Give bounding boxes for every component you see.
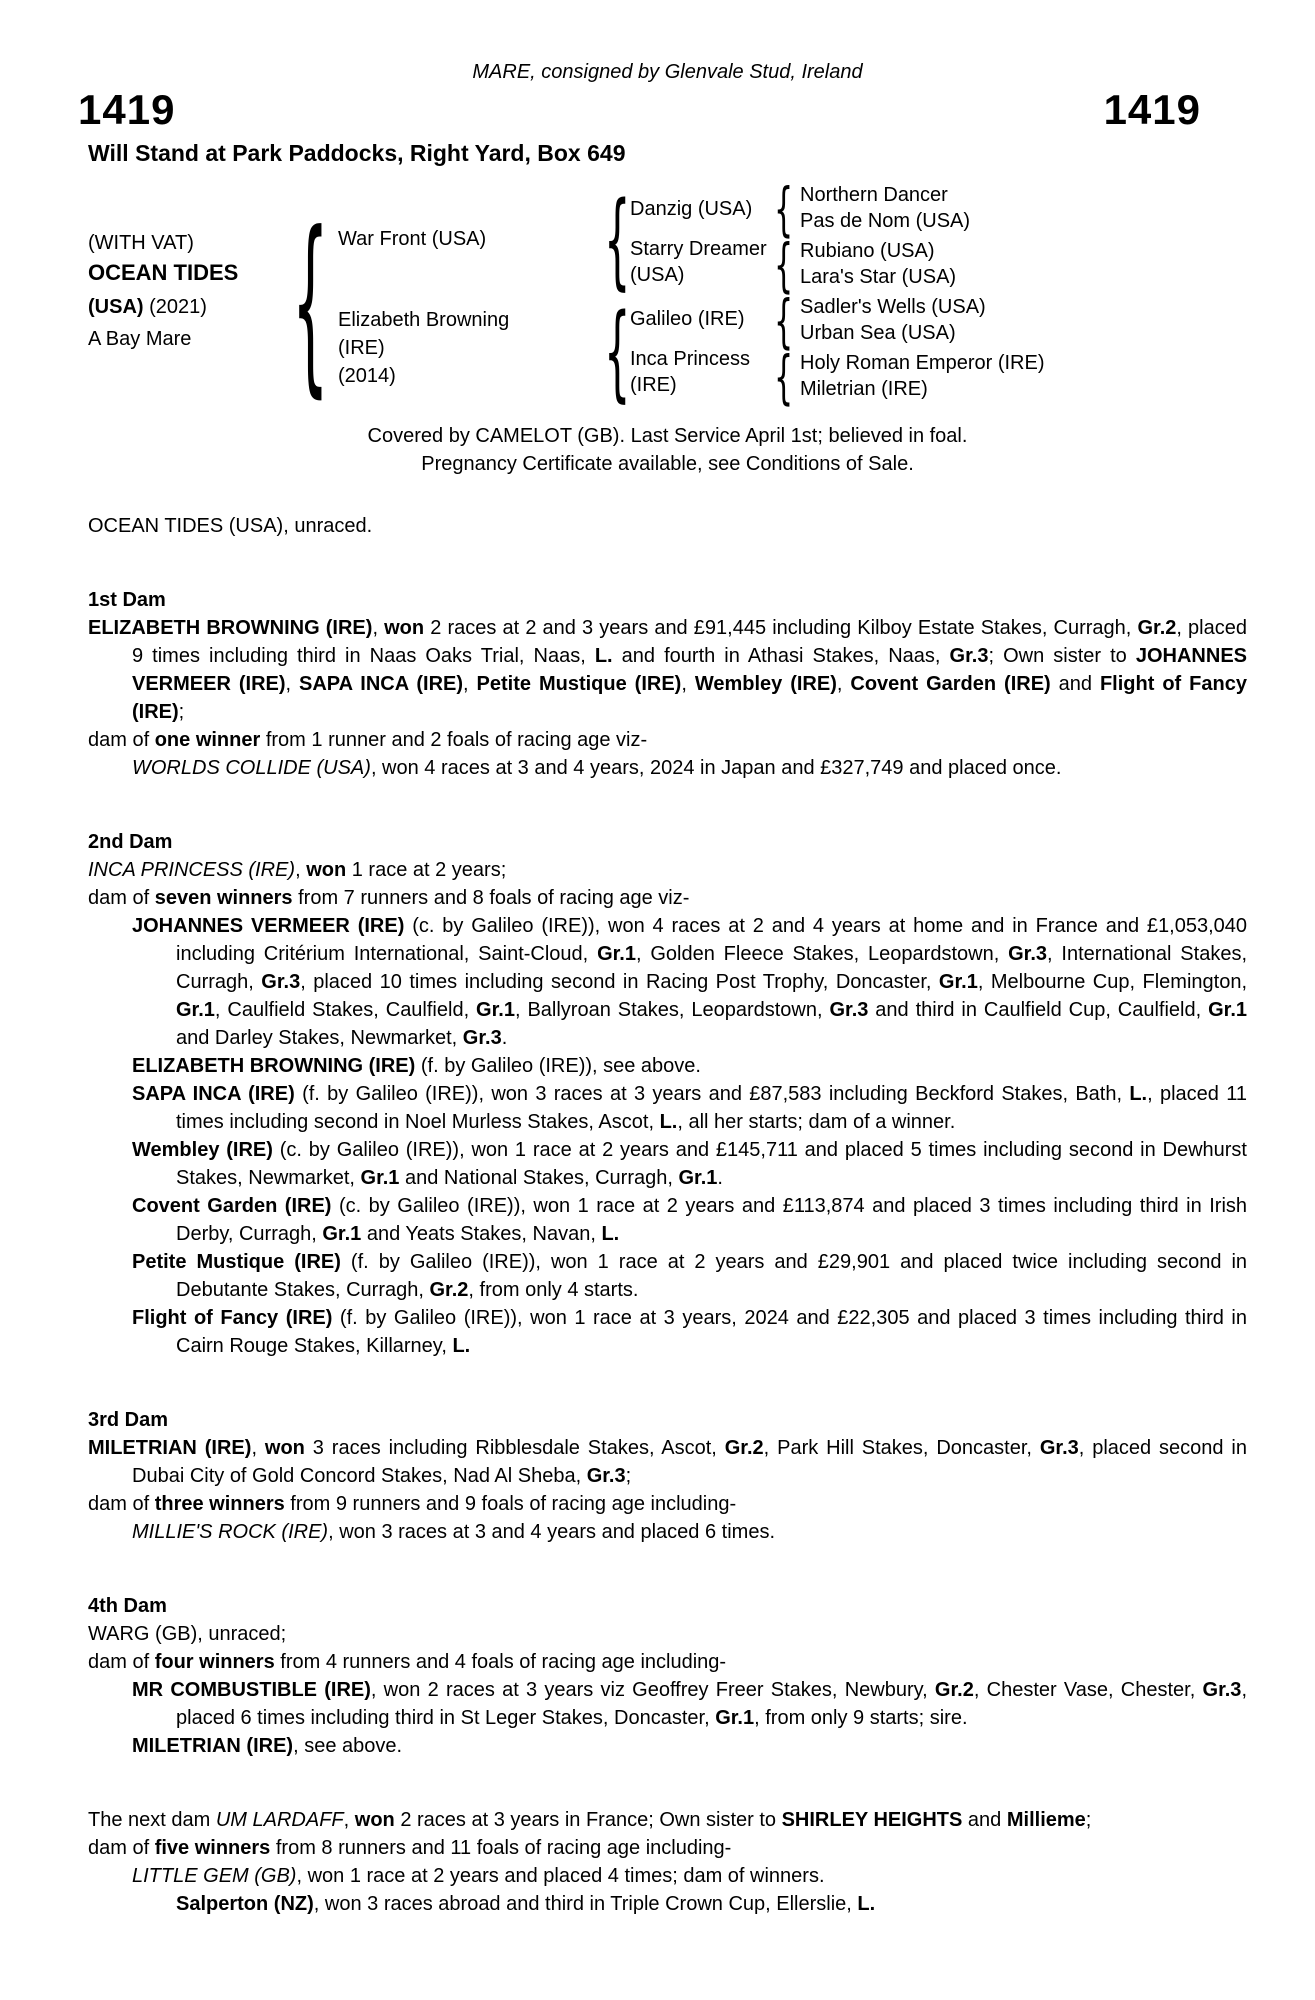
text-run: Salperton (NZ) xyxy=(176,1893,314,1915)
grandam-line: (USA) xyxy=(630,264,685,286)
text-run: Gr.3 xyxy=(261,971,301,993)
text-run: LITTLE GEM (GB) xyxy=(132,1865,297,1887)
text-run: dam of xyxy=(88,1651,155,1673)
text-run: Gr.2 xyxy=(934,1679,974,1701)
text-run: Gr.3 xyxy=(1008,943,1048,965)
text-run: and xyxy=(962,1809,1007,1831)
text-run: seven winners xyxy=(154,887,293,909)
text-run: JOHANNES VERMEER (IRE) xyxy=(132,645,1247,695)
ancestor-name: Pas de Nom (USA) xyxy=(800,210,971,232)
horse-name: OCEAN TIDES xyxy=(88,260,239,285)
catalog-paragraph xyxy=(88,884,1247,912)
catalog-paragraph xyxy=(88,1806,1247,1834)
catalog-paragraph xyxy=(132,1676,1247,1732)
text-run: , won 2 races at 3 years viz Geoffrey Freer Stakes, Newbury, xyxy=(370,1679,935,1701)
text-run: L. xyxy=(659,1111,678,1133)
text-run: won xyxy=(354,1809,395,1831)
text-run: , from only 4 starts. xyxy=(468,1279,639,1301)
grandam-line: Starry Dreamer xyxy=(630,238,767,260)
text-run: , xyxy=(836,673,851,695)
text-run: and National Stakes, Curragh, xyxy=(399,1167,679,1189)
text-run: , Park Hill Stakes, Doncaster, xyxy=(763,1437,1040,1459)
dam-year-line: (2014) xyxy=(338,365,396,387)
text-run: , International Stakes, Curragh, xyxy=(176,943,1247,993)
text-run: , xyxy=(295,859,307,881)
pedigree-brace: { xyxy=(774,175,794,243)
text-run: ; xyxy=(625,1465,632,1487)
text-run: L. xyxy=(601,1223,620,1245)
text-run: SAPA INCA (IRE) xyxy=(299,673,464,695)
pedigree-brace: { xyxy=(604,179,631,301)
dam-section xyxy=(88,828,1247,1360)
pedigree-table xyxy=(88,175,1247,415)
dam-heading: 3rd Dam xyxy=(88,1409,169,1431)
text-run: Millieme xyxy=(1006,1809,1086,1831)
text-run: Gr.1 xyxy=(715,1707,755,1729)
catalog-paragraph xyxy=(132,1248,1247,1304)
catalog-paragraph xyxy=(88,1834,1247,1862)
dam-section xyxy=(88,1806,1247,1918)
text-run: Gr.1 xyxy=(176,999,215,1021)
catalog-paragraph xyxy=(132,754,1247,782)
catalog-paragraph xyxy=(132,1732,1247,1760)
text-run: 2 races at 3 years in France; Own sister to xyxy=(394,1809,782,1831)
ancestor-name: Urban Sea (USA) xyxy=(800,322,956,344)
text-run: and Yeats Stakes, Navan, xyxy=(361,1223,602,1245)
text-run: from 4 runners and 4 foals of racing age including- xyxy=(274,1651,727,1673)
lot-number-right: 1419 xyxy=(1103,86,1201,133)
text-run: ; Own sister to xyxy=(988,645,1136,667)
text-run: , xyxy=(251,1437,265,1459)
catalog-paragraph xyxy=(88,726,1247,754)
text-run: (c. by Galileo (IRE)), won 4 races at 2 and 4 years at home and in France and £1,053,040 including Critérium International, Saint-Cloud, xyxy=(176,915,1248,965)
pedigree-brace: { xyxy=(774,231,794,299)
covering-line: Pregnancy Certificate available, see Conditions of Sale. xyxy=(421,453,914,475)
great-grandparents xyxy=(800,238,956,290)
text-run: (c. by Galileo (IRE)), won 1 race at 2 years and £145,711 and placed 5 times including second in Dewhurst Stakes, Newmarket, xyxy=(176,1139,1247,1189)
covering-line: Covered by CAMELOT (GB). Last Service April 1st; believed in foal. xyxy=(367,425,968,447)
text-run: Covent Garden (IRE) xyxy=(132,1195,332,1217)
text-run: , won 1 race at 2 years and placed 4 times; dam of winners. xyxy=(296,1865,825,1887)
lot-number-left: 1419 xyxy=(78,86,176,133)
text-run: Gr.1 xyxy=(597,943,636,965)
text-run: UM LARDAFF xyxy=(215,1809,344,1831)
dam-heading: 4th Dam xyxy=(88,1595,167,1617)
grandam xyxy=(630,346,750,398)
catalog-paragraph xyxy=(132,1304,1247,1360)
horse-foaling-year: (2021) xyxy=(149,296,207,318)
great-grandparents xyxy=(800,350,1045,402)
text-run: (f. by Galileo (IRE)), won 1 race at 2 years and £29,901 and placed twice including second in Debutante Stakes, Curragh, xyxy=(176,1251,1248,1301)
dam-section xyxy=(88,1592,1247,1760)
text-run: , all her starts; dam of a winner. xyxy=(677,1111,956,1133)
dam-heading: 1st Dam xyxy=(88,589,166,611)
text-run: . xyxy=(501,1027,508,1049)
catalog-paragraph xyxy=(132,1192,1247,1248)
text-run: , see above. xyxy=(293,1735,403,1757)
text-run: Petite Mustique (IRE) xyxy=(132,1251,341,1273)
horse-country-suffix: (USA) xyxy=(88,296,144,318)
dam-suffix-line: (IRE) xyxy=(338,337,385,359)
text-run: Gr.3 xyxy=(462,1027,502,1049)
text-run: Gr.3 xyxy=(829,999,869,1021)
ancestor-name: Northern Dancer xyxy=(800,184,948,206)
text-run: (f. by Galileo (IRE)), won 1 race at 3 years, 2024 and £22,305 and placed 3 times including third in Cairn Rouge Stakes, Killarney, xyxy=(176,1307,1247,1357)
text-run: , won 3 races abroad and third in Triple Crown Cup, Ellerslie, xyxy=(313,1893,858,1915)
text-run: dam of xyxy=(88,887,155,909)
text-run: from 7 runners and 8 foals of racing age viz- xyxy=(292,887,690,909)
text-run: , from only 9 starts; sire. xyxy=(754,1707,968,1729)
text-run: MILLIE'S ROCK (IRE) xyxy=(132,1521,329,1543)
grandsire: Danzig (USA) xyxy=(630,198,753,220)
text-run: , xyxy=(681,673,695,695)
text-run: Gr.1 xyxy=(360,1167,400,1189)
text-run: Gr.1 xyxy=(678,1167,718,1189)
text-run: MR COMBUSTIBLE (IRE) xyxy=(132,1679,371,1701)
catalog-paragraph xyxy=(88,1648,1247,1676)
text-run: 3 races including Ribblesdale Stakes, Ascot, xyxy=(304,1437,725,1459)
catalog-paragraph xyxy=(88,614,1247,726)
text-run: Gr.1 xyxy=(476,999,515,1021)
text-run: Gr.1 xyxy=(938,971,978,993)
text-run: , xyxy=(343,1809,355,1831)
text-run: (f. by Galileo (IRE)), won 3 races at 3 years and £87,583 including Beckford Stakes, Bath, xyxy=(294,1083,1130,1105)
covering-details xyxy=(88,422,1247,478)
horse-suffix-year xyxy=(88,294,207,320)
text-run: L. xyxy=(857,1893,876,1915)
catalog-paragraph xyxy=(176,1890,1247,1918)
text-run: INCA PRINCESS (IRE) xyxy=(88,859,296,881)
text-run: WORLDS COLLIDE (USA) xyxy=(132,757,371,779)
great-grandparents xyxy=(800,182,970,234)
catalog-paragraph xyxy=(132,1136,1247,1192)
text-run: and fourth in Athasi Stakes, Naas, xyxy=(612,645,950,667)
text-run: one winner xyxy=(154,729,261,751)
text-run: dam of xyxy=(88,1837,155,1859)
text-run: , Caulfield Stakes, Caulfield, xyxy=(214,999,477,1021)
text-run: , placed 11 times including second in Noel Murless Stakes, Ascot, xyxy=(176,1083,1247,1133)
lot-number-row xyxy=(78,86,1247,133)
race-record-line: OCEAN TIDES (USA), unraced. xyxy=(88,515,373,537)
pedigree-brace: { xyxy=(604,291,631,413)
grandsire: Galileo (IRE) xyxy=(630,308,745,330)
text-run: dam of xyxy=(88,1493,155,1515)
text-run: L. xyxy=(1129,1083,1148,1105)
pedigree-brace: { xyxy=(292,192,329,415)
text-run: three winners xyxy=(154,1493,285,1515)
text-run: and Darley Stakes, Newmarket, xyxy=(176,1027,463,1049)
text-run: Gr.3 xyxy=(949,645,989,667)
text-run: dam of xyxy=(88,729,155,751)
catalog-paragraph xyxy=(88,1620,1247,1648)
text-run: Wembley (IRE) xyxy=(132,1139,273,1161)
text-run: , placed 9 times including third in Naas Oaks Trial, Naas, xyxy=(132,617,1247,667)
grandam-line: (IRE) xyxy=(630,374,677,396)
catalog-paragraph xyxy=(132,1518,1247,1546)
text-run: from 9 runners and 9 foals of racing age including- xyxy=(284,1493,737,1515)
text-run: from 8 runners and 11 foals of racing age including- xyxy=(270,1837,732,1859)
text-run: Gr.2 xyxy=(724,1437,764,1459)
text-run: Covent Garden (IRE) xyxy=(850,673,1051,695)
ancestor-name: Rubiano (USA) xyxy=(800,240,935,262)
pedigree-brace: { xyxy=(774,343,794,411)
text-run: and xyxy=(1050,673,1100,695)
text-run: (f. by Galileo (IRE)), see above. xyxy=(415,1055,701,1077)
text-run: , xyxy=(372,617,385,639)
text-run: MILETRIAN (IRE) xyxy=(88,1437,252,1459)
dam-sections xyxy=(88,586,1247,1918)
text-run: , Chester Vase, Chester, xyxy=(973,1679,1203,1701)
stand-location-note: Will Stand at Park Paddocks, Right Yard, Box 649 xyxy=(88,140,626,166)
text-run: , Ballyroan Stakes, Leopardstown, xyxy=(514,999,830,1021)
ancestor-name: Holy Roman Emperor (IRE) xyxy=(800,352,1045,374)
text-run: JOHANNES VERMEER (IRE) xyxy=(132,915,405,937)
text-run: Gr.2 xyxy=(429,1279,469,1301)
text-run: Gr.3 xyxy=(1202,1679,1242,1701)
ancestor-name: Lara's Star (USA) xyxy=(800,266,957,288)
catalog-paragraph xyxy=(132,1052,1247,1080)
text-run: L. xyxy=(594,645,613,667)
dam-section xyxy=(88,586,1247,782)
consignment-line: MARE, consigned by Glenvale Stud, Ireland xyxy=(472,61,863,83)
catalog-paragraph xyxy=(132,912,1247,1052)
text-run: won xyxy=(384,617,425,639)
text-run: , won 3 races at 3 and 4 years and placed 6 times. xyxy=(328,1521,776,1543)
dam-heading: 2nd Dam xyxy=(88,831,173,853)
text-run: ELIZABETH BROWNING (IRE) xyxy=(88,617,373,639)
text-run: 2 races at 2 and 3 years and £91,445 including Kilboy Estate Stakes, Curragh, xyxy=(424,617,1138,639)
text-run: MILETRIAN (IRE) xyxy=(132,1735,294,1757)
grandam xyxy=(630,236,767,288)
text-run: ELIZABETH BROWNING (IRE) xyxy=(132,1055,416,1077)
text-run: , placed 6 times including third in St Leger Stakes, Doncaster, xyxy=(176,1679,1247,1729)
catalog-paragraph xyxy=(88,856,1247,884)
text-run: 1 race at 2 years; xyxy=(346,859,507,881)
dam-section xyxy=(88,1406,1247,1546)
text-run: , placed 10 times including second in Racing Post Trophy, Doncaster, xyxy=(300,971,939,993)
ancestor-name: Miletrian (IRE) xyxy=(800,378,928,400)
text-run: ; xyxy=(178,701,185,723)
text-run: The next dam xyxy=(88,1809,216,1831)
text-run: Gr.3 xyxy=(1039,1437,1079,1459)
text-run: Gr.3 xyxy=(586,1465,626,1487)
text-run: won xyxy=(264,1437,305,1459)
catalog-paragraph xyxy=(88,1434,1247,1490)
text-run: , xyxy=(463,673,477,695)
text-run: , xyxy=(285,673,300,695)
text-run: Flight of Fancy (IRE) xyxy=(132,1307,333,1329)
text-run: Petite Mustique (IRE) xyxy=(476,673,682,695)
text-run: Gr.1 xyxy=(322,1223,362,1245)
text-run: , Melbourne Cup, Flemington, xyxy=(977,971,1248,993)
text-run: (c. by Galileo (IRE)), won 1 race at 2 years and £113,874 and placed 3 times including third in Irish Derby, Curragh, xyxy=(176,1195,1248,1245)
vat-note: (WITH VAT) xyxy=(88,232,194,254)
text-run: L. xyxy=(452,1335,471,1357)
text-run: , Golden Fleece Stakes, Leopardstown, xyxy=(635,943,1009,965)
text-run: from 1 runner and 2 foals of racing age viz- xyxy=(260,729,648,751)
catalog-paragraph xyxy=(132,1862,1247,1890)
pedigree-brace: { xyxy=(774,287,794,355)
text-run: ; xyxy=(1085,1809,1092,1831)
grandam-line: Inca Princess xyxy=(630,348,751,370)
great-grandparents xyxy=(800,294,986,346)
text-run: four winners xyxy=(154,1651,275,1673)
dam-name xyxy=(338,306,509,390)
text-run: five winners xyxy=(154,1837,271,1859)
catalog-paragraph xyxy=(132,1080,1247,1136)
text-run: Gr.2 xyxy=(1137,617,1177,639)
sire-name: War Front (USA) xyxy=(338,228,487,250)
text-run: SAPA INCA (IRE) xyxy=(132,1083,295,1105)
text-run: Wembley (IRE) xyxy=(694,673,837,695)
text-run: , won 4 races at 3 and 4 years, 2024 in Japan and £327,749 and placed once. xyxy=(370,757,1062,779)
text-run: WARG (GB), unraced; xyxy=(88,1623,287,1645)
text-run: . xyxy=(717,1167,723,1189)
ancestor-name: Sadler's Wells (USA) xyxy=(800,296,986,318)
text-run: and third in Caulfield Cup, Caulfield, xyxy=(868,999,1209,1021)
text-run: SHIRLEY HEIGHTS xyxy=(781,1809,963,1831)
text-run: Flight of Fancy (IRE) xyxy=(132,673,1247,723)
text-run: Gr.1 xyxy=(1208,999,1248,1021)
catalog-paragraph xyxy=(88,1490,1247,1518)
dam-name-line: Elizabeth Browning xyxy=(338,309,510,331)
text-run: won xyxy=(306,859,347,881)
horse-description: A Bay Mare xyxy=(88,328,192,350)
text-run: , placed second in Dubai City of Gold Concord Stakes, Nad Al Sheba, xyxy=(132,1437,1247,1487)
